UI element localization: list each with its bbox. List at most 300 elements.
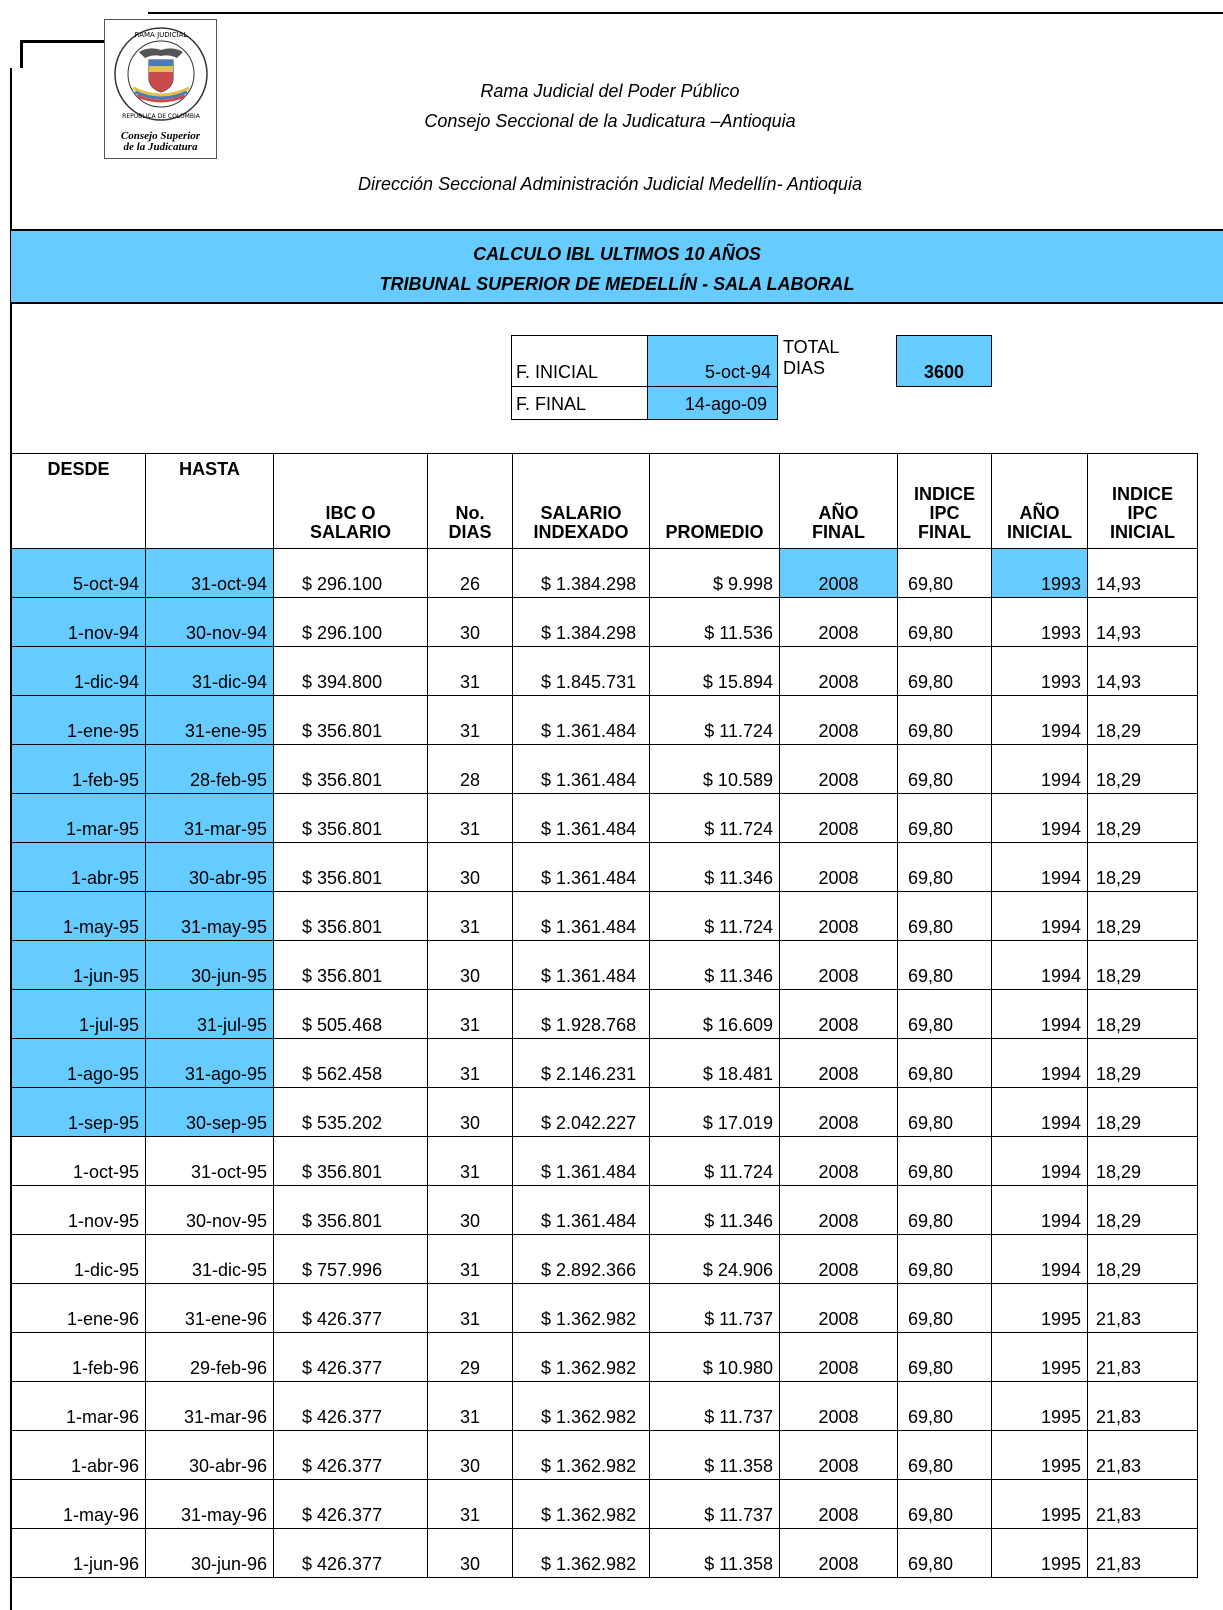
header-salario-indexado (513, 454, 650, 549)
cell-hasta (146, 549, 274, 599)
cell-value: 69,80 (898, 623, 991, 647)
cell-desde (12, 794, 146, 843)
cell-value: $ 356.801 (274, 770, 427, 794)
cell-value: 30 (428, 1554, 512, 1578)
cell-value: 30-jun-95 (146, 966, 273, 990)
cell-desde (12, 1137, 146, 1186)
cell-value: 21,83 (1088, 1309, 1197, 1333)
cell-hasta (146, 1480, 274, 1529)
cell-desde (12, 1039, 146, 1088)
cell-indice-ipc-final (898, 745, 992, 794)
cell-promedio (650, 1284, 780, 1333)
cell-ibc-salario (274, 1480, 428, 1529)
cell-hasta (146, 696, 274, 745)
total-label-line-2: DIAS (783, 358, 826, 378)
cell-salario-indexado (513, 745, 650, 794)
cell-value: 69,80 (898, 672, 991, 696)
cell-salario-indexado (513, 1039, 650, 1088)
cell-indice-ipc-inicial (1088, 941, 1198, 990)
cell-indice-ipc-final (898, 1235, 992, 1284)
cell-value: $ 24.906 (650, 1260, 779, 1284)
cell-ano-inicial (992, 1431, 1088, 1480)
cell-no-dias (428, 1382, 513, 1431)
cell-promedio (650, 843, 780, 892)
cell-value: 1994 (992, 917, 1087, 941)
cell-no-dias (428, 1186, 513, 1235)
cell-ano-final (780, 892, 898, 941)
cell-indice-ipc-final (898, 1480, 992, 1529)
cell-value: $ 356.801 (274, 1211, 427, 1235)
cell-value: $ 1.361.484 (513, 917, 649, 941)
cell-value: 69,80 (898, 819, 991, 843)
table-row (12, 794, 1198, 843)
cell-value: 1994 (992, 1260, 1087, 1284)
cell-value: 1994 (992, 1015, 1087, 1039)
cell-value: 1-nov-94 (12, 623, 145, 647)
cell-desde (12, 843, 146, 892)
corner-mark-h (20, 40, 108, 43)
cell-indice-ipc-final (898, 843, 992, 892)
cell-value: $ 1.362.982 (513, 1505, 649, 1529)
cell-value: $ 1.362.982 (513, 1358, 649, 1382)
corner-mark (20, 40, 23, 68)
cell-value: $ 1.362.982 (513, 1309, 649, 1333)
cell-salario-indexado (513, 1235, 650, 1284)
cell-value: 18,29 (1088, 1211, 1197, 1235)
header-ano-inicial-line: AÑO (1019, 503, 1060, 523)
header-desde (12, 454, 146, 549)
cell-value: 2008 (780, 1113, 897, 1137)
cell-value: 1-ago-95 (12, 1064, 145, 1088)
table-row (12, 1137, 1198, 1186)
cell-value: 31-mar-96 (146, 1407, 273, 1431)
cell-value: 18,29 (1088, 721, 1197, 745)
cell-value: 18,29 (1088, 770, 1197, 794)
cell-indice-ipc-final (898, 1137, 992, 1186)
table-row (12, 843, 1198, 892)
cell-value: 18,29 (1088, 868, 1197, 892)
cell-value: 2008 (780, 966, 897, 990)
cell-value: $ 11.346 (650, 1211, 779, 1235)
cell-salario-indexado (513, 1529, 650, 1578)
cell-ano-final (780, 1382, 898, 1431)
cell-ano-final (780, 549, 898, 599)
cell-no-dias (428, 941, 513, 990)
header-indice-ipc-final-line: FINAL (918, 522, 971, 542)
judiciary-logo (104, 19, 217, 159)
cell-hasta (146, 598, 274, 647)
cell-ibc-salario (274, 549, 428, 599)
cell-ibc-salario (274, 1284, 428, 1333)
cell-value: $ 15.894 (650, 672, 779, 696)
cell-value: 31 (428, 1309, 512, 1333)
cell-value: 31-ago-95 (146, 1064, 273, 1088)
cell-value: 29 (428, 1358, 512, 1382)
cell-indice-ipc-final (898, 1431, 992, 1480)
cell-hasta (146, 990, 274, 1039)
cell-value: 1-ene-95 (12, 721, 145, 745)
cell-value: $ 11.724 (650, 1162, 779, 1186)
cell-value: 30 (428, 1113, 512, 1137)
cell-hasta (146, 745, 274, 794)
cell-value: 31 (428, 1015, 512, 1039)
table-row (12, 1186, 1198, 1235)
cell-value: 69,80 (898, 1407, 991, 1431)
cell-value: 69,80 (898, 1358, 991, 1382)
cell-value: 30-abr-95 (146, 868, 273, 892)
cell-no-dias (428, 892, 513, 941)
header-no-dias-line: No. (455, 503, 485, 523)
cell-salario-indexado (513, 1333, 650, 1382)
cell-ano-inicial (992, 843, 1088, 892)
table-header-row (12, 454, 1198, 549)
cell-value: 1-oct-95 (12, 1162, 145, 1186)
cell-value: 1993 (992, 574, 1087, 598)
cell-value: 1-abr-96 (12, 1456, 145, 1480)
cell-value: $ 426.377 (274, 1407, 427, 1431)
cell-promedio (650, 1431, 780, 1480)
cell-value: 69,80 (898, 1064, 991, 1088)
cell-value: 1-feb-96 (12, 1358, 145, 1382)
cell-value: $ 1.361.484 (513, 770, 649, 794)
cell-value: 30 (428, 1211, 512, 1235)
header-ano-final-line: AÑO (818, 503, 859, 523)
cell-value: 2008 (780, 770, 897, 794)
cell-value: 2008 (780, 1015, 897, 1039)
cell-value: 1-jun-96 (12, 1554, 145, 1578)
table-row (12, 892, 1198, 941)
cell-indice-ipc-inicial (1088, 696, 1198, 745)
cell-indice-ipc-inicial (1088, 1235, 1198, 1284)
cell-desde (12, 1529, 146, 1578)
total-dias-value: 3600 (923, 362, 965, 382)
header-line-1: Rama Judicial del Poder Público (480, 81, 740, 101)
cell-salario-indexado (513, 1186, 650, 1235)
title-band (11, 229, 1223, 304)
cell-ano-final (780, 1431, 898, 1480)
cell-desde (12, 941, 146, 990)
cell-desde (12, 1235, 146, 1284)
cell-value: 21,83 (1088, 1505, 1197, 1529)
cell-desde (12, 549, 146, 599)
cell-desde (12, 892, 146, 941)
cell-hasta (146, 1333, 274, 1382)
cell-value: 30 (428, 868, 512, 892)
cell-ibc-salario (274, 647, 428, 696)
cell-value: 30 (428, 1456, 512, 1480)
header-indice-ipc-final (898, 454, 992, 549)
cell-value: 31-oct-95 (146, 1162, 273, 1186)
cell-indice-ipc-inicial (1088, 892, 1198, 941)
f-final-label: F. FINAL (516, 394, 587, 414)
cell-value: $ 11.724 (650, 917, 779, 941)
cell-ano-final (780, 794, 898, 843)
cell-hasta (146, 1039, 274, 1088)
cell-desde (12, 647, 146, 696)
cell-value: 2008 (780, 1407, 897, 1431)
cell-desde (12, 1333, 146, 1382)
cell-value: $ 18.481 (650, 1064, 779, 1088)
cell-value: 1994 (992, 819, 1087, 843)
cell-value: $ 11.536 (650, 623, 779, 647)
cell-value: 2008 (780, 574, 897, 598)
cell-value: 1-jul-95 (12, 1015, 145, 1039)
cell-no-dias (428, 1137, 513, 1186)
cell-indice-ipc-inicial (1088, 1088, 1198, 1137)
cell-value: 69,80 (898, 1309, 991, 1333)
cell-value: 1995 (992, 1456, 1087, 1480)
cell-ano-inicial (992, 1284, 1088, 1333)
cell-hasta (146, 1529, 274, 1578)
cell-ano-inicial (992, 794, 1088, 843)
cell-value: 1995 (992, 1407, 1087, 1431)
cell-ano-final (780, 745, 898, 794)
cell-value: $ 1.361.484 (513, 819, 649, 843)
cell-ano-inicial (992, 598, 1088, 647)
cell-value: 30-nov-95 (146, 1211, 273, 1235)
table-row (12, 1235, 1198, 1284)
cell-desde (12, 598, 146, 647)
cell-ibc-salario (274, 990, 428, 1039)
header-ibc-salario (274, 454, 428, 549)
cell-indice-ipc-final (898, 647, 992, 696)
cell-value: 2008 (780, 623, 897, 647)
header-hasta (146, 454, 274, 549)
cell-promedio (650, 1088, 780, 1137)
cell-value: 30 (428, 623, 512, 647)
cell-value: 30-abr-96 (146, 1456, 273, 1480)
cell-value: $ 1.361.484 (513, 721, 649, 745)
cell-value: $ 1.361.484 (513, 966, 649, 990)
cell-ano-inicial (992, 990, 1088, 1039)
cell-ano-final (780, 598, 898, 647)
cell-value: $ 16.609 (650, 1015, 779, 1039)
cell-no-dias (428, 745, 513, 794)
cell-value: $ 426.377 (274, 1309, 427, 1333)
cell-value: 69,80 (898, 721, 991, 745)
cell-value: 21,83 (1088, 1407, 1197, 1431)
cell-value: 1-nov-95 (12, 1211, 145, 1235)
cell-indice-ipc-final (898, 1382, 992, 1431)
cell-value: 69,80 (898, 1456, 991, 1480)
cell-value: $ 1.928.768 (513, 1015, 649, 1039)
header-no-dias (428, 454, 513, 549)
cell-ano-final (780, 990, 898, 1039)
cell-value: 31 (428, 917, 512, 941)
cell-value: 2008 (780, 868, 897, 892)
cell-promedio (650, 1137, 780, 1186)
cell-value: 31 (428, 1407, 512, 1431)
cell-indice-ipc-inicial (1088, 598, 1198, 647)
cell-ano-final (780, 1235, 898, 1284)
table-row (12, 1480, 1198, 1529)
cell-ano-inicial (992, 696, 1088, 745)
cell-value: 26 (428, 574, 512, 598)
cell-value: 31 (428, 1505, 512, 1529)
cell-indice-ipc-inicial (1088, 1137, 1198, 1186)
table-row (12, 1333, 1198, 1382)
cell-ano-final (780, 1333, 898, 1382)
header-indice-ipc-inicial-line: IPC (1127, 503, 1158, 523)
cell-value: $ 17.019 (650, 1113, 779, 1137)
cell-value: 1994 (992, 966, 1087, 990)
report-subtitle: TRIBUNAL SUPERIOR DE MEDELLÍN - SALA LABORAL (379, 274, 855, 294)
header-line-3: Dirección Seccional Administración Judicial Medellín- Antioquia (358, 174, 862, 194)
cell-desde (12, 1480, 146, 1529)
cell-no-dias (428, 1088, 513, 1137)
cell-value: 69,80 (898, 1211, 991, 1235)
cell-value: 1994 (992, 770, 1087, 794)
cell-indice-ipc-inicial (1088, 1529, 1198, 1578)
cell-hasta (146, 1186, 274, 1235)
cell-value: 69,80 (898, 966, 991, 990)
cell-value: $ 562.458 (274, 1064, 427, 1088)
cell-promedio (650, 794, 780, 843)
cell-value: 14,93 (1088, 623, 1197, 647)
cell-value: 1994 (992, 721, 1087, 745)
header-indice-ipc-final-line: INDICE (913, 484, 975, 504)
cell-value: 69,80 (898, 917, 991, 941)
cell-ano-inicial (992, 892, 1088, 941)
cell-promedio (650, 549, 780, 599)
cell-promedio (650, 990, 780, 1039)
cell-ano-final (780, 1039, 898, 1088)
cell-promedio (650, 1186, 780, 1235)
cell-value: 69,80 (898, 868, 991, 892)
cell-value: $ 1.362.982 (513, 1456, 649, 1480)
cell-value: 28-feb-95 (146, 770, 273, 794)
table-row (12, 1431, 1198, 1480)
cell-value: $ 426.377 (274, 1554, 427, 1578)
cell-salario-indexado (513, 1431, 650, 1480)
cell-value: 1-abr-95 (12, 868, 145, 892)
cell-indice-ipc-inicial (1088, 647, 1198, 696)
f-final-value-cell (647, 386, 778, 420)
cell-value: 1-feb-95 (12, 770, 145, 794)
cell-indice-ipc-final (898, 696, 992, 745)
cell-value: 31-may-96 (146, 1505, 273, 1529)
header-no-dias-line: DIAS (448, 522, 492, 542)
cell-value: 30-jun-96 (146, 1554, 273, 1578)
cell-indice-ipc-inicial (1088, 1039, 1198, 1088)
cell-value: $ 356.801 (274, 917, 427, 941)
cell-promedio (650, 598, 780, 647)
cell-ano-inicial (992, 1039, 1088, 1088)
cell-value: $ 505.468 (274, 1015, 427, 1039)
cell-value: $ 11.358 (650, 1456, 779, 1480)
cell-value: 2008 (780, 1260, 897, 1284)
cell-salario-indexado (513, 843, 650, 892)
header-indice-ipc-inicial-line: INDICE (1111, 484, 1173, 504)
cell-value: 69,80 (898, 1015, 991, 1039)
cell-no-dias (428, 1039, 513, 1088)
cell-ibc-salario (274, 1235, 428, 1284)
cell-salario-indexado (513, 1480, 650, 1529)
cell-value: 1993 (992, 672, 1087, 696)
cell-ibc-salario (274, 1529, 428, 1578)
header-ano-inicial-line: INICIAL (1007, 522, 1072, 542)
cell-ano-final (780, 843, 898, 892)
cell-value: 1-sep-95 (12, 1113, 145, 1137)
cell-desde (12, 745, 146, 794)
cell-value: 31-ene-96 (146, 1309, 273, 1333)
cell-hasta (146, 1431, 274, 1480)
cell-no-dias (428, 794, 513, 843)
f-final-label-cell (511, 386, 648, 420)
cell-value: 31-dic-95 (146, 1260, 273, 1284)
cell-desde (12, 1186, 146, 1235)
cell-hasta (146, 647, 274, 696)
cell-no-dias (428, 1529, 513, 1578)
cell-value: 2008 (780, 1505, 897, 1529)
cell-indice-ipc-inicial (1088, 1431, 1198, 1480)
header-indice-ipc-inicial-line: INICIAL (1110, 522, 1175, 542)
cell-ano-inicial (992, 1382, 1088, 1431)
cell-value: 2008 (780, 917, 897, 941)
cell-value: 31-may-95 (146, 917, 273, 941)
cell-value: 18,29 (1088, 966, 1197, 990)
cell-indice-ipc-final (898, 1039, 992, 1088)
cell-indice-ipc-final (898, 941, 992, 990)
cell-indice-ipc-final (898, 892, 992, 941)
cell-hasta (146, 892, 274, 941)
f-inicial-value: 5-oct-94 (704, 362, 771, 382)
cell-ano-final (780, 1088, 898, 1137)
cell-no-dias (428, 696, 513, 745)
cell-hasta (146, 1382, 274, 1431)
cell-value: 18,29 (1088, 1260, 1197, 1284)
cell-indice-ipc-final (898, 1333, 992, 1382)
cell-value: 2008 (780, 1064, 897, 1088)
cell-desde (12, 1284, 146, 1333)
cell-hasta (146, 1088, 274, 1137)
cell-no-dias (428, 1431, 513, 1480)
cell-promedio (650, 892, 780, 941)
cell-ibc-salario (274, 745, 428, 794)
cell-indice-ipc-inicial (1088, 1480, 1198, 1529)
cell-value: 1-mar-95 (12, 819, 145, 843)
cell-value: $ 296.100 (274, 623, 427, 647)
cell-value: $ 1.361.484 (513, 1162, 649, 1186)
cell-value: 2008 (780, 721, 897, 745)
cell-value: 69,80 (898, 1162, 991, 1186)
table-row (12, 1529, 1198, 1578)
cell-value: $ 11.358 (650, 1554, 779, 1578)
cell-indice-ipc-final (898, 990, 992, 1039)
cell-indice-ipc-inicial (1088, 549, 1198, 599)
cell-hasta (146, 1284, 274, 1333)
cell-value: 69,80 (898, 770, 991, 794)
table-body (12, 549, 1198, 1579)
cell-ibc-salario (274, 794, 428, 843)
table-row (12, 1284, 1198, 1333)
cell-no-dias (428, 647, 513, 696)
cell-value: 31-dic-94 (146, 672, 273, 696)
cell-value: 69,80 (898, 574, 991, 598)
table-row (12, 696, 1198, 745)
cell-value: 31-oct-94 (146, 574, 273, 598)
table-row (12, 941, 1198, 990)
cell-ano-final (780, 647, 898, 696)
cell-value: $ 11.737 (650, 1309, 779, 1333)
cell-value: 30-sep-95 (146, 1113, 273, 1137)
cell-ibc-salario (274, 892, 428, 941)
cell-ano-final (780, 1529, 898, 1578)
cell-indice-ipc-inicial (1088, 843, 1198, 892)
cell-indice-ipc-final (898, 1529, 992, 1578)
cell-no-dias (428, 1284, 513, 1333)
table-row (12, 549, 1198, 599)
